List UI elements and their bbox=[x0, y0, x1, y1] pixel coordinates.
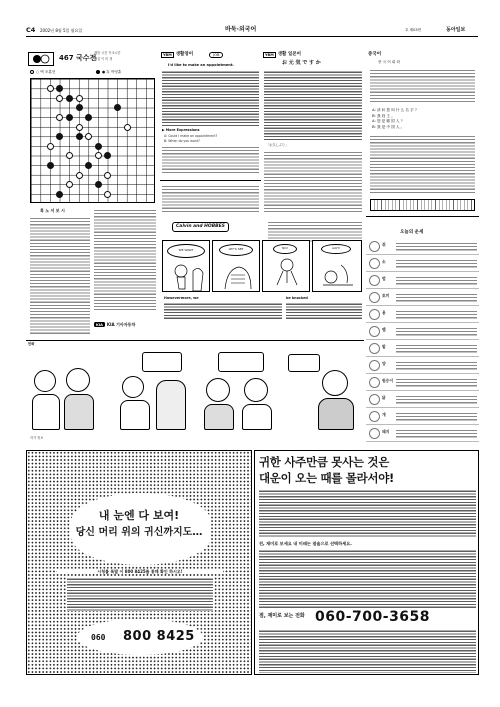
english-sample-1: A: Could I make an appointment? bbox=[164, 134, 218, 138]
black-stone bbox=[95, 181, 102, 188]
black-player: ● 흑 박영훈 bbox=[102, 70, 122, 74]
header-rule bbox=[26, 36, 478, 37]
article-title: 흑 노 서 보 시 bbox=[40, 208, 65, 213]
black-stone bbox=[114, 104, 121, 111]
black-stone bbox=[66, 95, 73, 102]
character-body-6 bbox=[242, 404, 272, 430]
section-title: 바둑·외국어 bbox=[225, 26, 257, 33]
zodiac-row bbox=[366, 238, 479, 255]
white-stone bbox=[104, 191, 111, 198]
zodiac-animal-label: 원숭이 bbox=[382, 378, 394, 383]
zodiac-animal-label: 쥐 bbox=[382, 242, 386, 247]
fortune-title: 오늘의 운세 bbox=[400, 230, 424, 235]
ad-left-headline-2: 당신 머리 위의 귀신까지도… bbox=[75, 527, 203, 538]
japanese-section bbox=[262, 42, 364, 214]
black-stone bbox=[76, 133, 83, 140]
comic-vocab bbox=[286, 302, 362, 320]
zodiac-animal-label: 닭 bbox=[382, 395, 386, 400]
comic-panel-4 bbox=[312, 240, 362, 292]
zodiac-row bbox=[366, 306, 479, 323]
ad-right-phone: 060-700-3658 bbox=[315, 609, 431, 625]
japanese-header bbox=[263, 52, 301, 58]
zodiac-animal-label: 뱀 bbox=[382, 327, 386, 332]
zodiac-row bbox=[366, 357, 479, 374]
character-body-1 bbox=[32, 394, 60, 430]
white-stone bbox=[104, 172, 111, 179]
zodiac-row bbox=[366, 425, 479, 442]
character-face-6 bbox=[322, 370, 348, 396]
character-face-4 bbox=[206, 378, 230, 402]
zodiac-row bbox=[366, 374, 479, 391]
black-stone bbox=[85, 114, 92, 121]
strip-rule bbox=[26, 340, 364, 341]
zodiac-animal-label: 용 bbox=[382, 310, 386, 315]
black-stone bbox=[56, 191, 63, 198]
character-body-3 bbox=[120, 400, 150, 430]
white-stone bbox=[66, 152, 73, 159]
fortune-top-rule bbox=[366, 216, 479, 217]
japanese-lead: お 元 気 で す か bbox=[282, 60, 321, 66]
ad-left-headline-1: 내 눈엔 다 보여! bbox=[98, 509, 180, 522]
chinese-notes bbox=[370, 134, 475, 194]
white-player-label bbox=[30, 70, 55, 74]
chinese-header bbox=[368, 52, 381, 58]
strip-bubble-4 bbox=[288, 354, 320, 372]
japanese-quote: 「お久しぶり」 bbox=[266, 143, 289, 147]
issue-number: 호 제03면 bbox=[405, 28, 422, 32]
ad-left-body bbox=[67, 577, 213, 611]
comic-bubble-1: WE WANT bbox=[167, 244, 205, 258]
white-stone bbox=[85, 133, 92, 140]
white-stone bbox=[66, 181, 73, 188]
english-bottom-text bbox=[162, 184, 259, 212]
chinese-section bbox=[366, 42, 479, 214]
problem-title: 467 국수전 bbox=[59, 54, 97, 62]
zodiac-animal-icon bbox=[369, 360, 380, 371]
japanese-title: 생활 일본어 bbox=[277, 52, 301, 58]
ad-right-phone-label: 점, 재미로 보는 전화 bbox=[259, 613, 305, 619]
zodiac-row bbox=[366, 323, 479, 340]
zodiac-fortune-text bbox=[396, 343, 477, 354]
zodiac-animal-icon bbox=[369, 428, 380, 439]
zodiac-fortune-text bbox=[396, 241, 477, 252]
ad-left-phone-prefix: 060 bbox=[91, 633, 106, 642]
ad-left-phone: 800 8425 bbox=[123, 629, 195, 644]
ad-right bbox=[254, 450, 479, 675]
comic-title: Calvin and HOBBES bbox=[172, 222, 229, 232]
white-stone-icon bbox=[30, 70, 34, 74]
zodiac-row bbox=[366, 408, 479, 425]
ad-right-headline-2: 대운이 오는 때를 몰라서야! bbox=[259, 471, 394, 485]
zodiac-animal-icon bbox=[369, 394, 380, 405]
baduk-section bbox=[26, 42, 158, 336]
zodiac-animal-label: 돼지 bbox=[382, 429, 390, 434]
english-more-label: ▶ More Expressions bbox=[162, 128, 200, 132]
chinese-dialog bbox=[372, 108, 417, 130]
comic-bubble-4: AAH! bbox=[321, 244, 351, 254]
ad-left-sub: 시청률 폭발 이 800 8425를 통해 확인 하시오! bbox=[57, 569, 223, 574]
ad-right-headline-1: 귀한 사주만큼 못사는 것은 bbox=[259, 455, 390, 469]
fortune-section bbox=[366, 216, 479, 444]
zodiac-row bbox=[366, 272, 479, 289]
white-player: ○ 백 조훈현 bbox=[36, 70, 56, 74]
chinese-line-4: B: 我 是 中 国 人 。 bbox=[372, 124, 405, 129]
white-stone bbox=[56, 114, 63, 121]
page-number: C4 bbox=[26, 26, 36, 34]
character-body-4 bbox=[156, 380, 186, 430]
zodiac-row bbox=[366, 340, 479, 357]
white-stone bbox=[76, 124, 83, 131]
black-stone bbox=[85, 162, 92, 169]
chinese-line-3: A: 您 是 哪 国 人 ? bbox=[372, 119, 403, 123]
strip-panel-2 bbox=[112, 350, 196, 432]
white-stone bbox=[124, 124, 131, 131]
english-divider bbox=[160, 180, 261, 181]
zodiac-animal-label: 개 bbox=[382, 412, 386, 417]
strip-bubble-2 bbox=[142, 352, 182, 372]
sponsor-logo bbox=[94, 322, 135, 327]
comic-section bbox=[160, 216, 364, 321]
chinese-footer-bar bbox=[370, 199, 475, 211]
comic-caption-lead: Howevermore, we bbox=[164, 296, 199, 300]
chinese-intro bbox=[370, 68, 475, 104]
character-body-5 bbox=[204, 404, 234, 430]
english-notes bbox=[162, 145, 259, 175]
strip-panel-4 bbox=[284, 350, 364, 432]
chinese-subtitle: 중 국 어 회 화 bbox=[378, 60, 400, 64]
zodiac-animal-label: 토끼 bbox=[382, 293, 390, 298]
zodiac-animal-icon bbox=[369, 275, 380, 286]
character-body-7 bbox=[318, 398, 354, 430]
comic-translation bbox=[164, 302, 282, 320]
zodiac-fortune-text bbox=[396, 360, 477, 371]
white-stone bbox=[56, 95, 63, 102]
issue-date: 2002년 8월 5일 월요일 bbox=[40, 28, 83, 33]
zodiac-fortune-text bbox=[396, 258, 477, 269]
english-subtitle: JOB bbox=[209, 52, 223, 58]
go-board bbox=[30, 78, 155, 203]
character-face-5 bbox=[244, 378, 268, 402]
zodiac-row bbox=[366, 255, 479, 272]
zodiac-animal-icon bbox=[369, 326, 380, 337]
strip-panel-1 bbox=[26, 350, 110, 432]
zodiac-animal-icon bbox=[369, 241, 380, 252]
chinese-title: 중국어 bbox=[368, 52, 382, 57]
zodiac-animal-icon bbox=[369, 411, 380, 422]
calvin-figure-icon bbox=[169, 261, 205, 291]
black-stone bbox=[56, 85, 63, 92]
strip-label: 만화 bbox=[28, 342, 35, 346]
zodiac-animal-label: 말 bbox=[382, 344, 386, 349]
zodiac-fortune-text bbox=[396, 377, 477, 388]
black-stone bbox=[104, 152, 111, 159]
baduk-logo bbox=[28, 52, 54, 66]
english-lead: I'd like to make an appointment. bbox=[168, 63, 234, 67]
calvin-running-icon bbox=[269, 257, 305, 291]
article-body-col2 bbox=[94, 208, 156, 310]
ad-right-footer bbox=[259, 629, 476, 673]
zodiac-fortune-text bbox=[396, 326, 477, 337]
zodiac-animal-icon bbox=[369, 343, 380, 354]
black-stone bbox=[47, 162, 54, 169]
english-dialog bbox=[162, 70, 259, 126]
zodiac-animal-label: 범 bbox=[382, 276, 386, 281]
zodiac-list bbox=[366, 238, 479, 442]
strip-panel-3 bbox=[198, 350, 282, 432]
strip-author: 작가 정보 bbox=[30, 436, 44, 440]
ybm-badge: YBM bbox=[163, 53, 172, 58]
english-sample-2: B: When do you want? bbox=[164, 139, 200, 143]
zodiac-fortune-text bbox=[396, 292, 477, 303]
zodiac-animal-label: 양 bbox=[382, 361, 386, 366]
comic-info bbox=[268, 220, 362, 242]
ad-right-body bbox=[259, 489, 476, 537]
comic-panel-2 bbox=[212, 240, 260, 292]
black-stone bbox=[95, 143, 102, 150]
white-stone bbox=[76, 172, 83, 179]
comic-word-note: be knocked bbox=[286, 296, 308, 300]
character-face-1 bbox=[34, 370, 56, 392]
hobbes-figure-icon bbox=[219, 259, 255, 291]
comic-bubble-3: NO! bbox=[273, 244, 297, 254]
sponsor-name: KIA 기아자동차 bbox=[106, 322, 136, 328]
ad-left bbox=[26, 450, 252, 675]
zodiac-fortune-text bbox=[396, 394, 477, 405]
black-player-label bbox=[96, 70, 121, 74]
white-stone bbox=[47, 143, 54, 150]
meta-line-1: 제한 시간 각 5시간 bbox=[94, 51, 121, 55]
character-body-2 bbox=[64, 394, 94, 430]
zodiac-animal-icon bbox=[369, 258, 380, 269]
meta-line-2: 해설 이 미 정 bbox=[94, 57, 113, 61]
english-header bbox=[161, 52, 223, 58]
calvin-fall-icon bbox=[319, 257, 357, 291]
black-stone bbox=[56, 133, 63, 140]
black-stone-icon bbox=[96, 70, 100, 74]
chinese-line-1: A: 请 问 您 叫 什 么 名 字 ? bbox=[372, 108, 417, 112]
black-stone bbox=[66, 114, 73, 121]
english-title: 생활영어 bbox=[175, 52, 194, 58]
strip-bubble-3 bbox=[218, 352, 264, 372]
newspaper-name: 동아일보 bbox=[446, 27, 466, 33]
zodiac-fortune-text bbox=[396, 428, 477, 439]
kia-icon: KIA bbox=[96, 322, 103, 327]
white-stone bbox=[76, 95, 83, 102]
zodiac-animal-label: 소 bbox=[382, 259, 386, 264]
zodiac-animal-icon bbox=[369, 309, 380, 320]
white-stone bbox=[47, 85, 54, 92]
ad-right-list bbox=[259, 549, 476, 609]
japanese-dialog bbox=[264, 70, 362, 140]
black-stone bbox=[76, 104, 83, 111]
comic-panel-3 bbox=[262, 240, 310, 292]
zodiac-fortune-text bbox=[396, 411, 477, 422]
article-body-col1 bbox=[30, 216, 90, 334]
baduk-logo-icon bbox=[32, 54, 50, 64]
japanese-notes bbox=[264, 150, 362, 212]
cartoon-strip bbox=[26, 340, 364, 446]
character-face-3 bbox=[122, 376, 144, 398]
zodiac-animal-icon bbox=[369, 377, 380, 388]
ybm-badge-jp: YBM bbox=[265, 53, 274, 57]
zodiac-row bbox=[366, 289, 479, 306]
english-section bbox=[160, 42, 261, 214]
zodiac-row bbox=[366, 391, 479, 408]
comic-panel-1 bbox=[162, 240, 210, 292]
ad-right-cta: 전, 재미로 보세요 내 미래는 점술으로 선택하세요. bbox=[259, 541, 352, 546]
white-stone bbox=[95, 152, 102, 159]
comic-bubble-2: LET'S SEE bbox=[219, 244, 253, 256]
chinese-line-2: B: 我 姓 王 。 bbox=[372, 113, 395, 118]
zodiac-animal-icon bbox=[369, 292, 380, 303]
character-face-2 bbox=[66, 368, 90, 392]
zodiac-fortune-text bbox=[396, 309, 477, 320]
zodiac-fortune-text bbox=[396, 275, 477, 286]
